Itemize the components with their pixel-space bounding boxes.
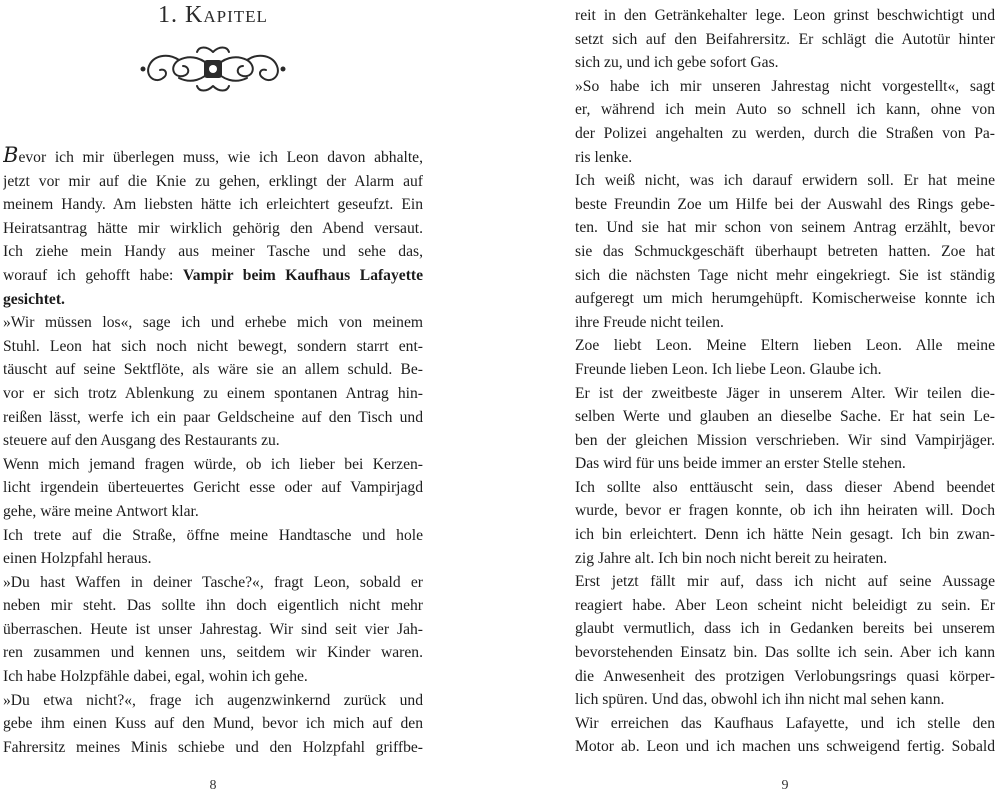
text-line: er, während ich mein Auto so schnell ich kann, ohne von: [575, 101, 995, 119]
page-number-right: 9: [781, 778, 789, 793]
text-line: täuscht auf seine Sektflöte, als wäre sie an allem schuld. Be-: [3, 361, 423, 379]
right-page-text: [575, 4, 995, 759]
text-line: Er ist der zweitbeste Jäger in unserem Alter. Wir teilen die-: [575, 384, 995, 402]
text-line: Freunde lieben Leon. Ich liebe Leon. Glaube ich.: [575, 360, 882, 378]
text-line: meinem Handy. Am liebsten hätte ich erleichtert geseufzt. Ein: [3, 196, 423, 214]
text-line: überraschen. Heute ist unser Jahrestag. Wir sind seit vier Jah-: [3, 620, 423, 638]
text-line: selben Werte und glauben an dieselbe Sache. Er hat sein Le-: [575, 408, 995, 426]
text-line: setzt sich auf den Beifahrersitz. Er schlägt die Autotür hinter: [575, 30, 995, 48]
text-line: glaubt vermutlich, dass ich in Gedanken bereits bei unserem: [575, 620, 995, 638]
chapter-title: 1. Kapitel: [158, 2, 268, 28]
text-line: Wenn mich jemand fragen würde, ob ich lieber bei Kerzen-: [3, 455, 423, 473]
text-line: Erst jetzt fällt mir auf, dass ich nicht auf seine Aussage: [575, 573, 995, 591]
text-line: reißen lässt, werfe ich ein paar Geldscheine auf den Tisch und: [3, 408, 423, 426]
text-line: ihre Freude nicht teilen.: [575, 313, 724, 331]
text-line: »Du etwa nicht?«, frage ich augenzwinkernd zurück und: [3, 691, 423, 709]
text-line: ich bin erleichtert. Denn ich hätte Nein gesagt. Ich bin zwan-: [575, 526, 995, 544]
text-line: der Polizei angehalten zu werden, durch die Straßen von Pa-: [575, 124, 995, 142]
text-line: sich die nächsten Tage nicht mehr eingekriegt. Sie ist ständig: [575, 266, 995, 284]
text-line: »Du hast Waffen in deiner Tasche?«, fragt Leon, sobald er: [3, 573, 423, 591]
text-line: reagiert habe. Aber Leon scheint nicht beleidigt zu sein. Er: [575, 596, 995, 614]
text-line-segment: evor ich mir überlegen muss, wie ich Leon davon abhalte,: [18, 149, 423, 166]
chapter-ornament-icon: [133, 40, 293, 98]
text-line: sie das Schmuckgeschäft überhaupt betreten hatten. Zoe hat: [575, 242, 995, 260]
text-line: Heiratsantrag hätte mir wirklich gehörig den Abend versaut.: [3, 219, 423, 237]
bold-text: Vampir beim Kaufhaus Lafayette: [182, 266, 423, 284]
text-line: zig Jahre alt. Ich bin noch nicht bereit zu heiraten.: [575, 549, 888, 567]
text-line: beste Freundin Zoe um Hilfe bei der Auswahl des Rings gebe-: [575, 195, 995, 213]
text-line: ten. Und sie hat mir schon von seinem Antrag erzählt, bevor: [575, 219, 995, 237]
text-line: »So habe ich mir unseren Jahrestag nicht vorgestellt«, sagt: [575, 77, 995, 95]
text-line: Motor ab. Leon und ich machen uns schweigend fertig. Sobald: [575, 738, 995, 756]
text-line: aufgeregt um mich herumgehüpft. Komischerweise konnte ich: [575, 290, 995, 308]
text-line: Ich sollte also enttäuscht sein, dass dieser Abend beendet: [575, 478, 995, 496]
text-line: Ich ziehe mein Handy aus meiner Tasche und sehe das,: [3, 243, 423, 261]
left-page-text: [3, 146, 423, 759]
text-line: [3, 264, 423, 288]
text-line: einen Holzpfahl heraus.: [3, 550, 152, 568]
text-line: jetzt vor mir auf die Knie zu gehen, erklingt der Alarm auf: [3, 172, 423, 190]
text-line: gehe, wäre meine Antwort klar.: [3, 502, 199, 520]
text-line: ris lenke.: [575, 148, 633, 166]
text-line: [3, 146, 423, 170]
text-line: gebe ihm einen Kuss auf den Mund, bevor ich mich auf den: [3, 715, 423, 733]
drop-cap: B: [3, 146, 19, 167]
text-line: wurde, bevor er fragen konnte, ob ich ihn heiraten will. Doch: [575, 502, 995, 520]
text-line: reit in den Getränkehalter lege. Leon grinst beschwichtigt und: [575, 7, 995, 24]
text-line: die Anwesenheit des protzigen Verlobungsrings quasi körper-: [575, 667, 995, 685]
text-line: Ich trete auf die Straße, öffne meine Handtasche und hole: [3, 526, 423, 544]
text-line-segment: worauf ich gehofft habe:: [3, 266, 183, 284]
text-line: ben der gleichen Mission verschrieben. Wir sind Vampirjäger.: [575, 431, 995, 449]
left-page: [3, 0, 423, 800]
text-line: neben mir steht. Das sollte ihn doch eigentlich nicht mehr: [3, 597, 423, 615]
page-number-left: 8: [209, 778, 217, 793]
text-line: ren zusammen und kennen uns, seitdem wir Kinder waren.: [3, 644, 423, 662]
text-line: vor er sich trotz Ablenkung zu einem spontanen Antrag hin-: [3, 384, 423, 402]
text-line: Ich habe Holzpfähle dabei, egal, wohin ich gehe.: [3, 668, 308, 686]
text-line: Zoe liebt Leon. Meine Eltern lieben Leon. Alle meine: [575, 337, 995, 355]
right-page: [575, 0, 995, 800]
text-line: [3, 288, 423, 312]
text-line: Stuhl. Leon hat sich noch nicht bewegt, sondern starrt ent-: [3, 337, 423, 355]
text-line: sich zu, und ich gebe sofort Gas.: [575, 54, 779, 72]
text-line: Ich weiß nicht, was ich darauf erwidern soll. Er hat meine: [575, 172, 995, 190]
text-line: Das wird für uns beide immer an erster Stelle stehen.: [575, 455, 906, 473]
text-line: bevorstehenden Einsatz bin. Das sollte ich sein. Aber ich kann: [575, 644, 995, 662]
text-line: lich spüren. Und das, obwohl ich ihn nicht mal sehen kann.: [575, 691, 945, 709]
text-line: »Wir müssen los«, sage ich und erhebe mich von meinem: [3, 314, 423, 332]
text-line: Wir erreichen das Kaufhaus Lafayette, und ich stelle den: [575, 714, 995, 732]
text-line: steuere auf den Ausgang des Restaurants zu.: [3, 432, 280, 450]
text-line: Fahrersitz meines Minis schiebe und den Holzpfahl griffbe-: [3, 738, 423, 756]
bold-text: gesichtet.: [3, 290, 65, 308]
text-line: licht irgendein überteuertes Gericht esse oder auf Vampirjagd: [3, 479, 423, 497]
